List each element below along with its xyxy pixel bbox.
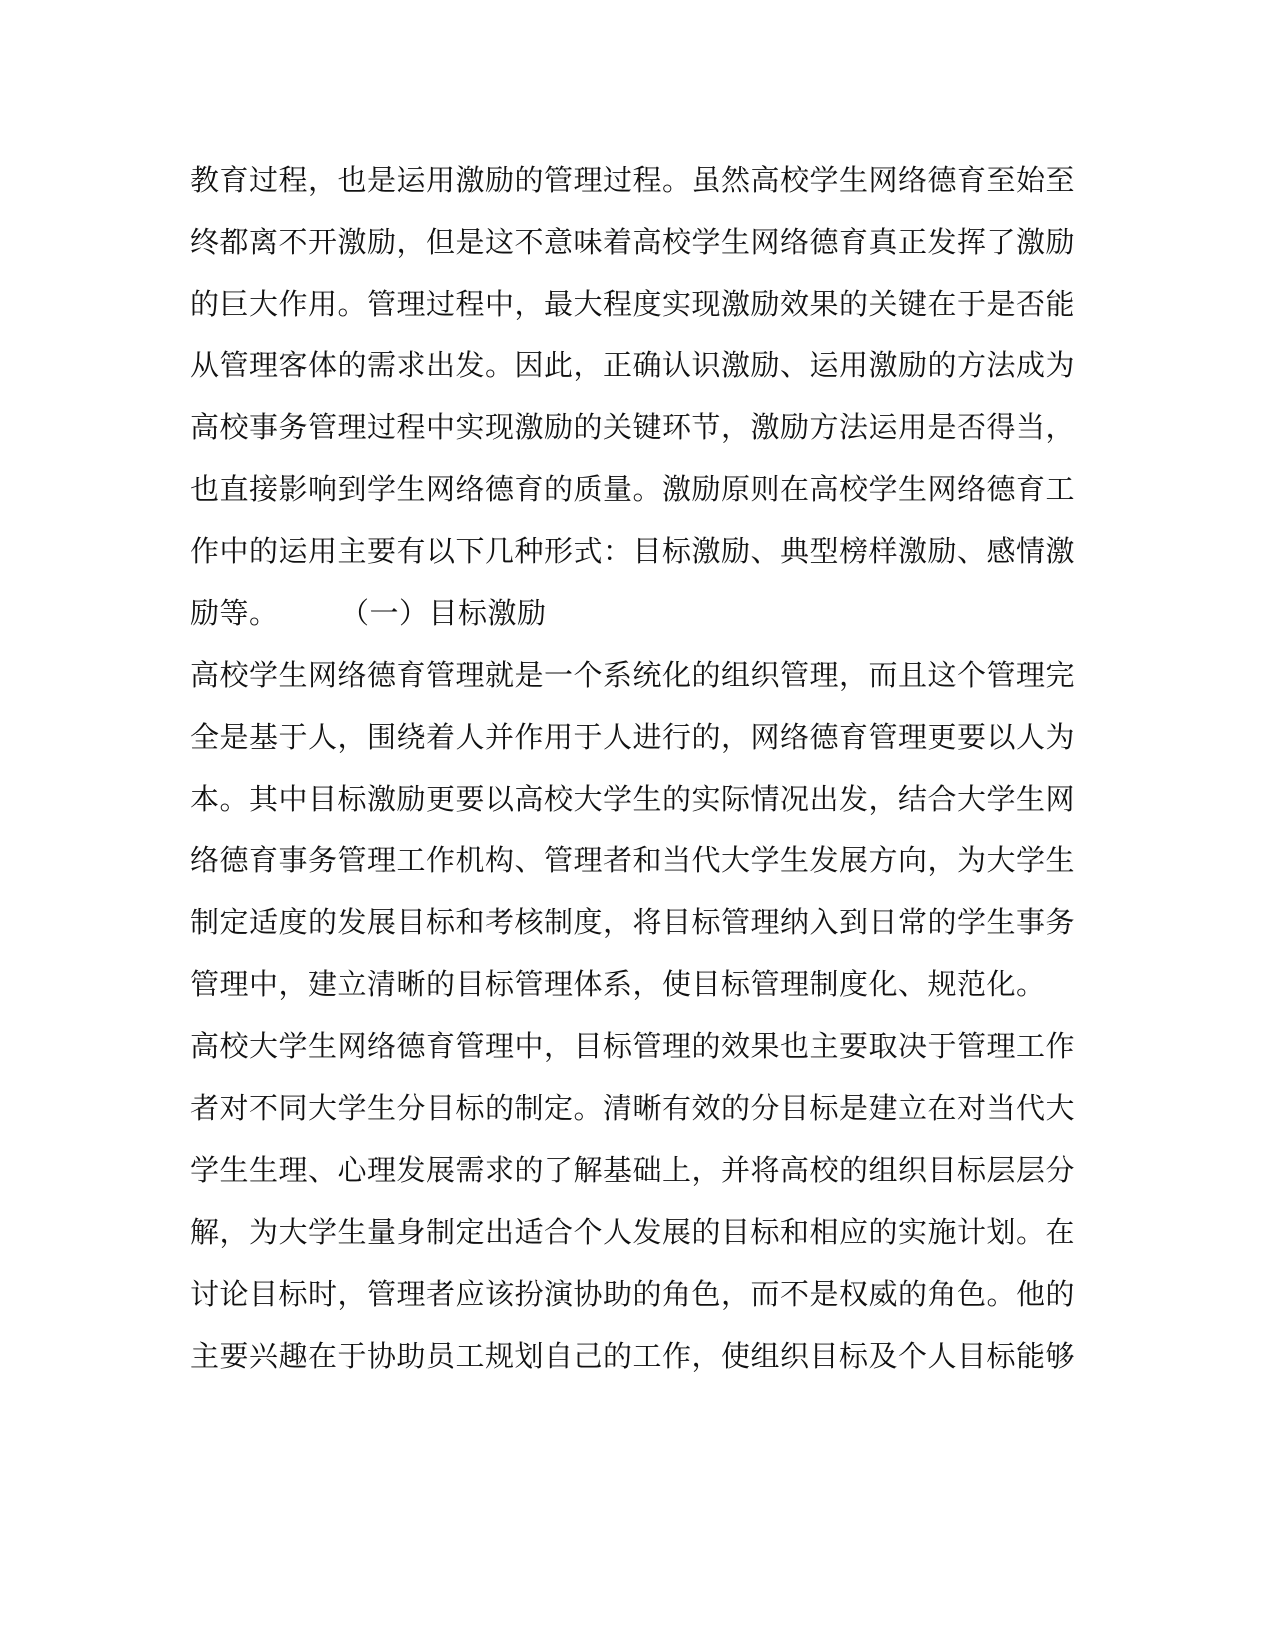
paragraph-line: 者对不同大学生分目标的制定。清晰有效的分目标是建立在对当代大 xyxy=(190,1091,1076,1125)
paragraph-line: 解，为大学生量身制定出适合个人发展的目标和相应的实施计划。在 xyxy=(190,1215,1076,1249)
paragraph-line: 作中的运用主要有以下几种形式：目标激励、典型榜样激励、感情激 xyxy=(190,534,1076,568)
paragraph-line: 从管理客体的需求出发。因此，正确认识激励、运用激励的方法成为 xyxy=(190,348,1076,382)
paragraph-line: 的巨大作用。管理过程中，最大程度实现激励效果的关键在于是否能 xyxy=(190,287,1076,321)
paragraph-line: 终都离不开激励，但是这不意味着高校学生网络德育真正发挥了激励 xyxy=(190,225,1076,259)
paragraph-line: 教育过程，也是运用激励的管理过程。虽然高校学生网络德育至始至 xyxy=(190,163,1076,197)
paragraph-line: 络德育事务管理工作机构、管理者和当代大学生发展方向，为大学生 xyxy=(190,843,1076,877)
paragraph-line: 本。其中目标激励更要以高校大学生的实际情况出发，结合大学生网 xyxy=(190,782,1076,816)
paragraph-line: 也直接影响到学生网络德育的质量。激励原则在高校学生网络德育工 xyxy=(190,472,1076,506)
paragraph-line: 高校大学生网络德育管理中，目标管理的效果也主要取决于管理工作 xyxy=(190,1029,1076,1063)
paragraph-line: 管理中，建立清晰的目标管理体系，使目标管理制度化、规范化。 xyxy=(190,967,1046,1001)
paragraph-line-end: 励等。 xyxy=(190,596,279,630)
paragraph-line: 讨论目标时，管理者应该扮演协助的角色，而不是权威的角色。他的 xyxy=(190,1277,1076,1311)
paragraph-line xyxy=(190,593,1070,633)
paragraph-line: 主要兴趣在于协助员工规划自己的工作，使组织目标及个人目标能够 xyxy=(190,1339,1076,1373)
section-heading: （一）目标激励 xyxy=(340,596,547,630)
paragraph-line: 高校事务管理过程中实现激励的关键环节，激励方法运用是否得当， xyxy=(190,410,1076,444)
paragraph-line: 学生生理、心理发展需求的了解基础上，并将高校的组织目标层层分 xyxy=(190,1153,1076,1187)
paragraph-line: 全是基于人，围绕着人并作用于人进行的，网络德育管理更要以人为 xyxy=(190,720,1076,754)
paragraph-line: 高校学生网络德育管理就是一个系统化的组织管理，而且这个管理完 xyxy=(190,658,1076,692)
paragraph-line: 制定适度的发展目标和考核制度，将目标管理纳入到日常的学生事务 xyxy=(190,905,1076,939)
